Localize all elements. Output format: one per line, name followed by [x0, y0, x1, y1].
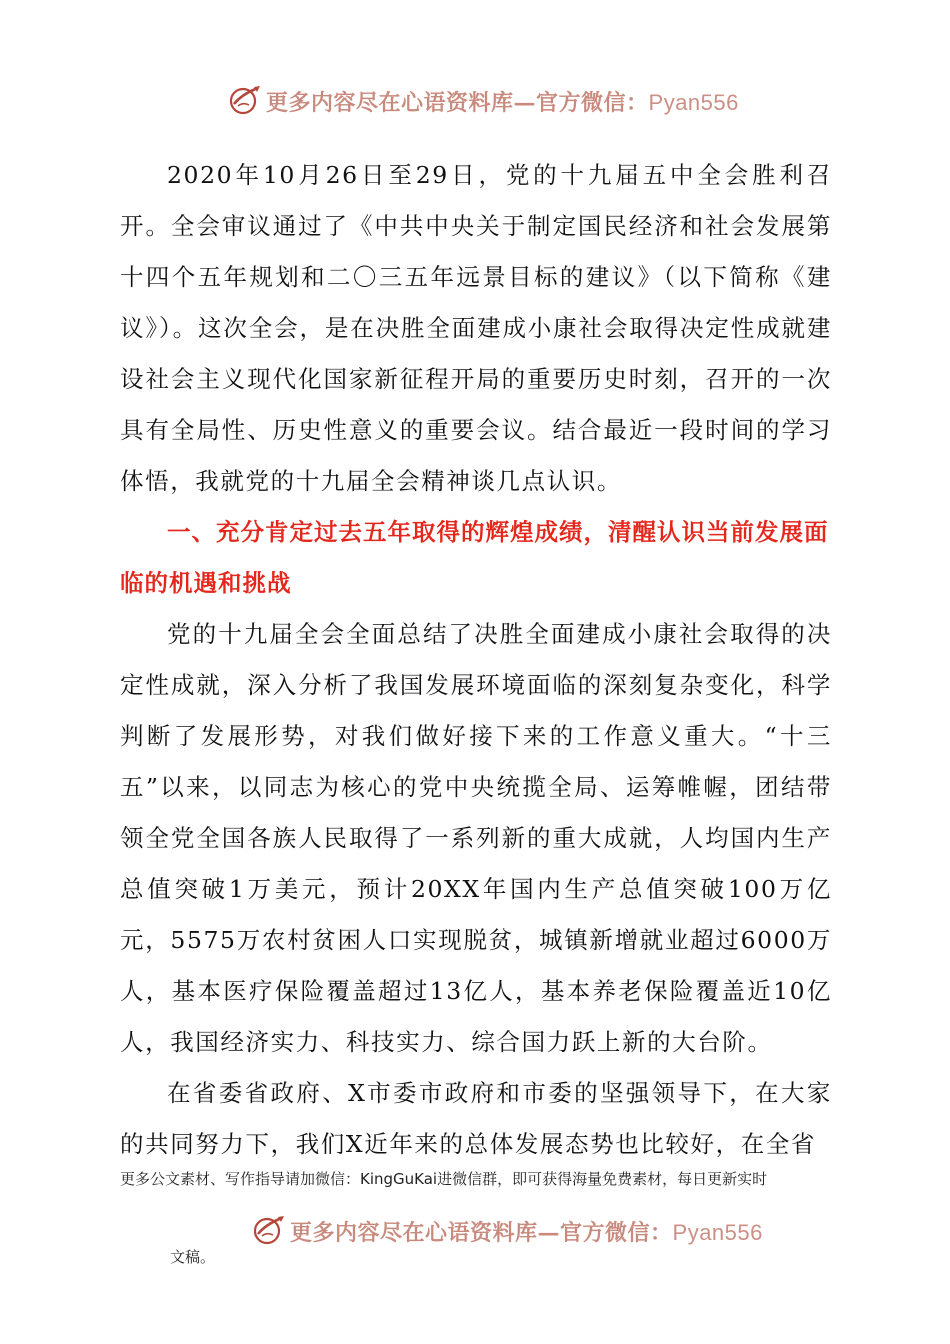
paragraph-intro: 2020年10月26日至29日，党的十九届五中全会胜利召开。全会审议通过了《中共中央关于制定国民经济和社会发展第十四个五年规划和二〇三五年远景目标的建议》（以下简称《建议》）。这次全会，是在决胜全面建成小康社会取得决定性成就建设社会主义现代化国家新征程开局的重要历史时刻，召开的一次具有全局性、历史性意义的重要会议。结合最近一段时间的学习体悟，我就党的十九届全会精神谈几点认识。	[120, 161, 832, 495]
paragraph-local: 在省委省政府、X市委市政府和市委的坚强领导下，在大家的共同努力下，我们X近年来的总体发展态势也比较好，在全省	[120, 1079, 832, 1158]
section-heading: 一、充分肯定过去五年取得的辉煌成绩，清醒认识当前发展面临的机遇和挑战	[120, 518, 829, 597]
pen-circle-icon	[252, 1214, 286, 1246]
pen-circle-icon	[228, 84, 262, 116]
footer-note: 更多公文素材、写作指导请加微信：KingGuKai进微信群，即可获得海量免费素材，每日更新实时	[120, 1170, 768, 1188]
watermark-text: 更多内容尽在心语资料库—官方微信：Pyan556	[290, 1220, 763, 1246]
document-body	[120, 150, 832, 1170]
watermark-wechat-id: Pyan556	[672, 1220, 763, 1245]
watermark-wechat-id: Pyan556	[648, 90, 739, 115]
watermark-text: 更多内容尽在心语资料库—官方微信：Pyan556	[266, 90, 739, 116]
watermark-banner-top	[0, 80, 950, 120]
footer-note-tail: 文稿。	[170, 1248, 216, 1266]
paragraph-achievements: 党的十九届全会全面总结了决胜全面建成小康社会取得的决定性成就，深入分析了我国发展环境面临的深刻复杂变化，科学判断了发展形势，对我们做好接下来的工作意义重大。“十三五”以来，以同志为核心的党中央统揽全局、运筹帷幄，团结带领全党全国各族人民取得了一系列新的重大成就，人均国内生产总值突破1万美元，预计20XX年国内生产总值突破100万亿元，5575万农村贫困人口实现脱贫，城镇新增就业超过6000万人，基本医疗保险覆盖超过13亿人，基本养老保险覆盖近10亿人，我国经济实力、科技实力、综合国力跃上新的大台阶。	[120, 620, 832, 1056]
watermark-banner-bottom	[0, 1210, 950, 1250]
